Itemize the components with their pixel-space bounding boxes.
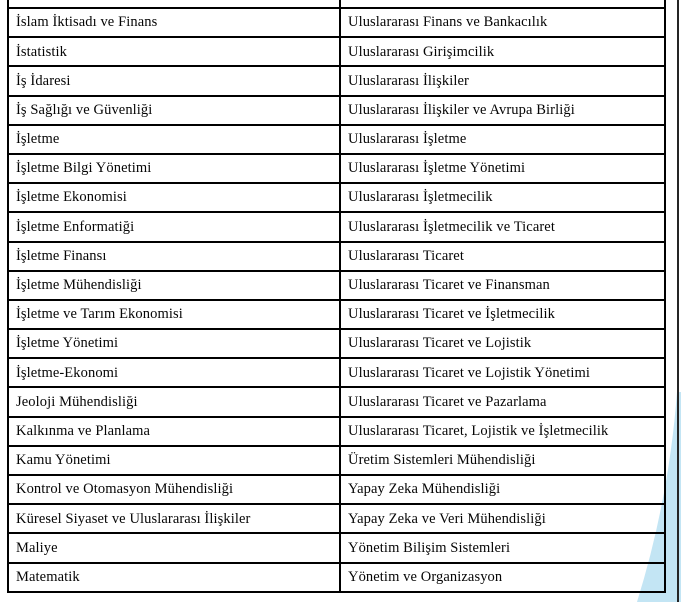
program-cell-right: Uluslararası Ticaret ve Pazarlama (348, 393, 547, 410)
program-cell-right: Uluslararası Ticaret ve Lojistik (348, 335, 532, 352)
program-cell-right: Yapay Zeka Mühendisliği (348, 481, 501, 498)
program-cell-right: Uluslararası Finans ve Bankacılık (348, 14, 548, 31)
program-cell-right: Uluslararası İşletmecilik ve Ticaret (348, 218, 555, 235)
program-cell-left: İşletme Ekonomisi (9, 184, 341, 211)
program-cell-right: Uluslararası Ticaret (348, 247, 464, 264)
program-cell-left: Küresel Siyaset ve Uluslararası İlişkiler (9, 505, 341, 532)
table-row (9, 418, 664, 447)
program-cell-left: İşletme ve Tarım Ekonomisi (9, 301, 341, 328)
program-cell-left: Matematik (9, 564, 341, 591)
program-cell-left: İşletme Yönetimi (9, 330, 341, 357)
program-cell-left: Jeoloji Mühendisliği (9, 388, 341, 415)
table-row (9, 564, 664, 593)
program-cell-right: Uluslararası İlişkiler (348, 72, 469, 89)
program-cell-left: İşletme Mühendisliği (9, 272, 341, 299)
program-cell-left: İşletme-Ekonomi (9, 359, 341, 386)
program-cell-left: Kontrol ve Otomasyon Mühendisliği (9, 476, 341, 503)
program-cell-right: Yapay Zeka ve Veri Mühendisliği (348, 510, 546, 527)
program-cell-right: Uluslararası Ticaret ve Finansman (348, 277, 550, 294)
table-row (9, 388, 664, 417)
program-cell-left: İslam İktisadı ve Finans (9, 9, 341, 36)
program-cell-right (341, 0, 664, 7)
table-row (9, 330, 664, 359)
program-cell-right: Uluslararası Girişimcilik (348, 43, 495, 60)
program-cell-left (9, 0, 341, 7)
table-row (9, 184, 664, 213)
program-cell-right: Yönetim Bilişim Sistemleri (348, 539, 511, 556)
program-cell-left: İşletme (9, 126, 341, 153)
table-row (9, 97, 664, 126)
program-cell-left: İşletme Enformatiği (9, 213, 341, 240)
program-cell-right: Uluslararası Ticaret ve Lojistik Yönetimi (348, 364, 590, 381)
table-row (9, 213, 664, 242)
page-edge-line (677, 0, 679, 602)
table-row (9, 301, 664, 330)
table-row (9, 9, 664, 38)
table-row (9, 243, 664, 272)
program-cell-left: İşletme Finansı (9, 243, 341, 270)
program-cell-left: Kamu Yönetimi (9, 447, 341, 474)
table-row (9, 67, 664, 96)
program-cell-right: Uluslararası Ticaret, Lojistik ve İşletmecilik (348, 422, 609, 439)
table-row-partial (9, 0, 664, 9)
program-cell-left: İş Sağlığı ve Güvenliği (9, 97, 341, 124)
program-cell-right: Yönetim ve Organizasyon (348, 568, 503, 585)
program-cell-left: Kalkınma ve Planlama (9, 418, 341, 445)
program-cell-right: Uluslararası İşletme (348, 131, 467, 148)
program-cell-left: İş İdaresi (9, 67, 341, 94)
table-row (9, 38, 664, 67)
program-cell-right: Üretim Sistemleri Mühendisliği (348, 452, 536, 469)
program-table (7, 0, 666, 593)
table-row (9, 155, 664, 184)
program-cell-left: Maliye (9, 534, 341, 561)
program-cell-left: İstatistik (9, 38, 341, 65)
table-row (9, 126, 664, 155)
table-row (9, 476, 664, 505)
program-cell-left: İşletme Bilgi Yönetimi (9, 155, 341, 182)
table-row (9, 505, 664, 534)
program-cell-right: Uluslararası İşletmecilik (348, 189, 493, 206)
program-cell-right: Uluslararası İşletme Yönetimi (348, 160, 526, 177)
table-row (9, 534, 664, 563)
program-table-rows (9, 9, 664, 593)
program-cell-right: Uluslararası Ticaret ve İşletmecilik (348, 306, 555, 323)
table-row (9, 447, 664, 476)
program-cell-right: Uluslararası İlişkiler ve Avrupa Birliği (348, 101, 575, 118)
table-row (9, 272, 664, 301)
table-row (9, 359, 664, 388)
